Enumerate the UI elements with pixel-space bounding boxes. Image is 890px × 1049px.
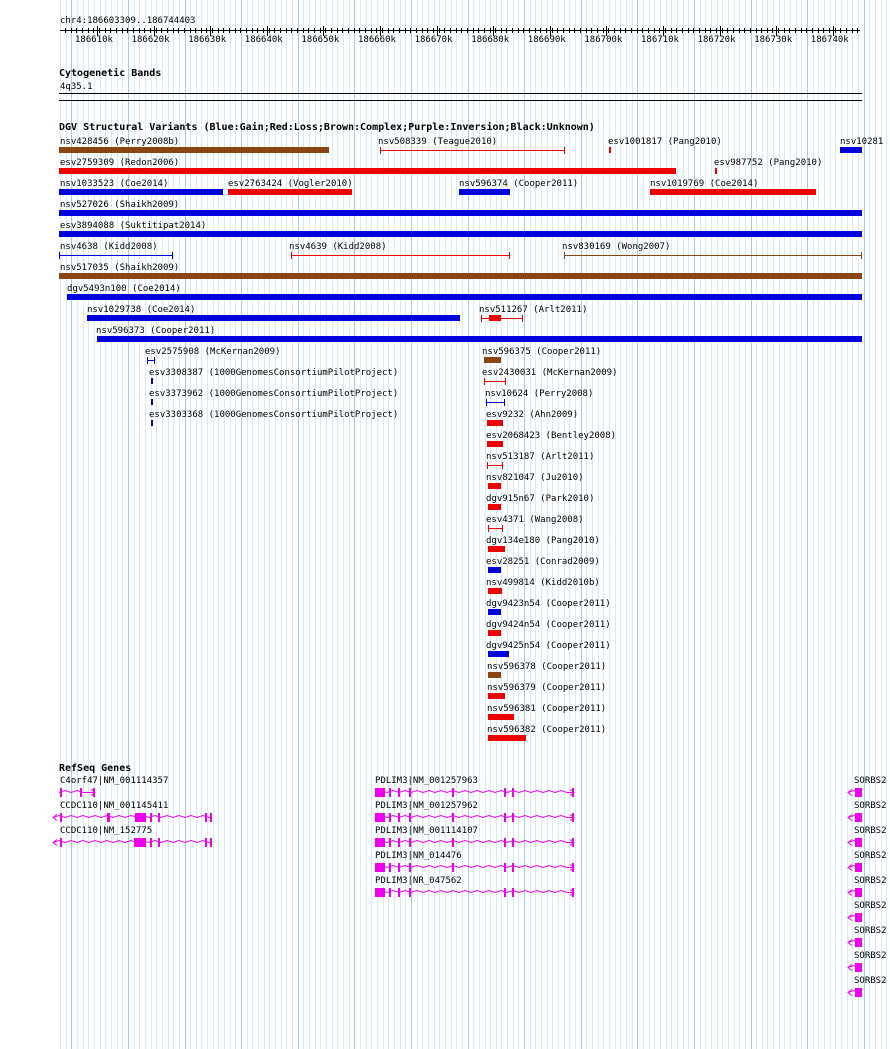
dgv-variant-range-end (484, 378, 485, 385)
dgv-track-title: DGV Structural Variants (Blue:Gain;Red:Loss;Brown:Complex;Purple:Inversion;Black:Unknown) (59, 122, 595, 133)
strand-arrow-icon (848, 940, 852, 946)
ruler-tick-label: 186620k (131, 35, 170, 45)
dgv-variant-range[interactable] (59, 255, 173, 256)
dgv-variant-range-end (564, 252, 565, 259)
dgv-variant-label[interactable]: nsv499814 (Kidd2010b) (486, 578, 600, 588)
dgv-variant-label[interactable]: nsv517035 (Shaikh2009) (60, 263, 180, 273)
dgv-variant-range[interactable] (487, 465, 503, 466)
strand-arrow-icon (848, 990, 852, 996)
refseq-exon (855, 888, 862, 897)
refseq-gene-label[interactable]: SORBS2 (854, 851, 887, 861)
strand-arrow-icon (848, 790, 852, 796)
dgv-variant-bar[interactable] (488, 651, 509, 657)
ruler-tick-label: 186720k (697, 35, 736, 45)
dgv-variant-bar[interactable] (650, 189, 816, 195)
refseq-gene-label[interactable]: SORBS2 (854, 976, 887, 986)
refseq-gene-label[interactable]: CCDC110|NM_152775 (60, 826, 153, 836)
dgv-variant-label[interactable]: esv2763424 (Vogler2010) (228, 179, 353, 189)
refseq-gene-label[interactable]: PDLIM3|NR_047562 (375, 876, 462, 886)
dgv-variant-tick[interactable] (151, 399, 153, 405)
ruler-tick-label: 186670k (414, 35, 453, 45)
dgv-variant-label[interactable]: esv3894088 (Suktitipat2014) (60, 221, 207, 231)
ruler-tick-label: 186680k (471, 35, 510, 45)
dgv-variant-label[interactable]: dgv9423n54 (Cooper2011) (486, 599, 611, 609)
dgv-variant-range[interactable] (380, 150, 565, 151)
dgv-variant-label[interactable]: nsv830169 (Wong2007) (562, 242, 671, 252)
refseq-gene-label[interactable]: PDLIM3|NM_001257963 (375, 776, 478, 786)
dgv-variant-range-end (172, 252, 173, 259)
dgv-variant-label[interactable]: nsv596378 (Cooper2011) (487, 662, 607, 672)
dgv-variant-range[interactable] (564, 255, 862, 256)
dgv-variant-label[interactable]: dgv5493n100 (Coe2014) (67, 284, 181, 294)
dgv-variant-range-end (59, 252, 60, 259)
strand-arrow-icon (848, 815, 852, 821)
refseq-gene-label[interactable]: CCDC110|NM_001145411 (60, 801, 169, 811)
dgv-variant-label[interactable]: esv3308387 (1000GenomesConsortiumPilotProject) (149, 368, 399, 378)
refseq-gene-label[interactable]: C4orf47|NM_001114357 (60, 776, 169, 786)
refseq-exon (855, 813, 862, 822)
dgv-variant-bar[interactable] (487, 420, 503, 426)
dgv-variant-label[interactable]: nsv1033523 (Coe2014) (60, 179, 169, 189)
ruler-tick-label: 186640k (244, 35, 283, 45)
dgv-variant-bar[interactable] (488, 714, 514, 720)
dgv-variant-label[interactable]: esv2430031 (McKernan2009) (482, 368, 618, 378)
dgv-variant-bar[interactable] (488, 693, 505, 699)
strand-arrow-icon (848, 915, 852, 921)
dgv-variant-label[interactable]: nsv513187 (Arlt2011) (486, 452, 595, 462)
dgv-variant-label[interactable]: nsv596381 (Cooper2011) (487, 704, 607, 714)
dgv-variant-label[interactable]: nsv596374 (Cooper2011) (459, 179, 579, 189)
ruler-tick-label: 186650k (301, 35, 340, 45)
dgv-variant-label[interactable]: esv28251 (Conrad2009) (486, 557, 600, 567)
dgv-variant-label[interactable]: nsv4639 (Kidd2008) (289, 242, 387, 252)
dgv-variant-range-end (380, 147, 381, 154)
dgv-variant-label[interactable]: nsv527026 (Shaikh2009) (60, 200, 180, 210)
dgv-variant-bar[interactable] (59, 147, 329, 153)
refseq-gene-model[interactable] (0, 987, 890, 999)
dgv-variant-range[interactable] (291, 255, 510, 256)
dgv-variant-label[interactable]: esv1001817 (Pang2010) (608, 137, 722, 147)
dgv-variant-label[interactable]: dgv9425n54 (Cooper2011) (486, 641, 611, 651)
refseq-exon (855, 788, 862, 797)
ruler-tick-label: 186700k (584, 35, 623, 45)
refseq-gene-label[interactable]: SORBS2 (854, 876, 887, 886)
dgv-variant-range-end (505, 378, 506, 385)
refseq-gene-model[interactable] (0, 962, 890, 974)
dgv-variant-bar[interactable] (488, 630, 501, 636)
ruler-tick-label: 186630k (188, 35, 227, 45)
dgv-variant-label[interactable]: esv2759309 (Redon2006) (60, 158, 180, 168)
dgv-variant-label[interactable]: esv987752 (Pang2010) (714, 158, 823, 168)
refseq-gene-label[interactable]: PDLIM3|NM_001257962 (375, 801, 478, 811)
dgv-variant-bar[interactable] (228, 189, 352, 195)
locus-label: chr4:186603309..186744403 (60, 16, 196, 26)
dgv-variant-bar[interactable] (484, 357, 501, 363)
dgv-variant-label[interactable]: nsv4638 (Kidd2008) (60, 242, 158, 252)
dgv-variant-range-end (564, 147, 565, 154)
dgv-variant-bar[interactable] (59, 273, 862, 279)
dgv-variant-range-end (509, 252, 510, 259)
refseq-gene-label[interactable]: SORBS2 (854, 926, 887, 936)
dgv-variant-label[interactable]: dgv9424n54 (Cooper2011) (486, 620, 611, 630)
strand-arrow-icon (848, 840, 852, 846)
dgv-variant-range-end (502, 462, 503, 469)
refseq-gene-label[interactable]: SORBS2 (854, 776, 887, 786)
ruler-tick-label: 186690k (527, 35, 566, 45)
dgv-variant-bar[interactable] (488, 504, 501, 510)
dgv-variant-range-end (504, 399, 505, 406)
cyto-track-title: Cytogenetic Bands (59, 68, 162, 79)
dgv-variant-bar[interactable] (840, 147, 862, 153)
ruler-tick-label: 186740k (810, 35, 849, 45)
dgv-variant-range[interactable] (484, 381, 506, 382)
refseq-gene-model[interactable] (0, 912, 890, 924)
dgv-variant-range-end (502, 525, 503, 532)
ruler-tick-label: 186710k (641, 35, 679, 45)
strand-arrow-icon (848, 965, 852, 971)
dgv-variant-range-end (291, 252, 292, 259)
refseq-exon (855, 863, 862, 872)
dgv-variant-range-end (487, 462, 488, 469)
dgv-variant-bar[interactable] (488, 672, 501, 678)
dgv-variant-label[interactable]: esv2575908 (McKernan2009) (145, 347, 281, 357)
dgv-variant-label[interactable]: esv3373962 (1000GenomesConsortiumPilotProject) (149, 389, 399, 399)
dgv-variant-bar[interactable] (97, 336, 862, 342)
refseq-gene-label[interactable]: PDLIM3|NM_014476 (375, 851, 462, 861)
refseq-exon (855, 988, 862, 997)
dgv-variant-bar[interactable] (488, 609, 501, 615)
dgv-variant-bar[interactable] (59, 210, 862, 216)
dgv-variant-label[interactable]: nsv10281 (840, 137, 884, 147)
dgv-variant-label[interactable]: nsv511267 (Arlt2011) (479, 305, 588, 315)
refseq-gene-model[interactable] (0, 812, 890, 824)
dgv-variant-tick[interactable] (151, 420, 153, 426)
dgv-variant-range-end (147, 357, 148, 364)
dgv-variant-label[interactable]: nsv428456 (Perry2008b) (60, 137, 180, 147)
refseq-exon (855, 838, 862, 847)
dgv-variant-tick[interactable] (715, 168, 717, 174)
dgv-variant-label[interactable]: nsv821047 (Ju2010) (486, 473, 584, 483)
dgv-variant-label[interactable]: nsv596373 (Cooper2011) (96, 326, 216, 336)
cyto-band-line-2 (59, 100, 862, 101)
dgv-variant-label[interactable]: nsv508339 (Teague2010) (378, 137, 498, 147)
dgv-variant-label[interactable]: nsv596375 (Cooper2011) (482, 347, 602, 357)
refseq-gene-label[interactable]: PDLIM3|NM_001114107 (375, 826, 478, 836)
dgv-variant-range-end (154, 357, 155, 364)
refseq-gene-model[interactable] (0, 887, 890, 899)
dgv-variant-range[interactable] (486, 402, 505, 403)
refseq-exon (855, 938, 862, 947)
dgv-variant-label[interactable]: dgv915n67 (Park2010) (486, 494, 595, 504)
dgv-variant-label[interactable]: nsv1019769 (Coe2014) (650, 179, 759, 189)
cyto-band-label: 4q35.1 (60, 82, 93, 92)
refseq-gene-model[interactable] (0, 937, 890, 949)
ruler-tick-label: 186660k (358, 35, 396, 45)
dgv-variant-label[interactable]: nsv1029738 (Coe2014) (87, 305, 196, 315)
dgv-variant-label[interactable]: nsv596379 (Cooper2011) (487, 683, 607, 693)
dgv-variant-bar[interactable] (488, 546, 505, 552)
dgv-variant-label[interactable]: nsv10624 (Perry2008) (485, 389, 594, 399)
refseq-gene-label[interactable]: SORBS2 (854, 801, 887, 811)
dgv-variant-bar[interactable] (488, 567, 501, 573)
refseq-exon (855, 963, 862, 972)
dgv-variant-range[interactable] (481, 318, 523, 319)
dgv-variant-label[interactable]: esv3303368 (1000GenomesConsortiumPilotProject) (149, 410, 399, 420)
refseq-gene-model[interactable] (0, 787, 890, 799)
dgv-variant-bar[interactable] (488, 735, 526, 741)
strand-arrow-icon (848, 865, 852, 871)
dgv-variant-bar[interactable] (67, 294, 862, 300)
dgv-variant-label[interactable]: nsv596382 (Cooper2011) (487, 725, 607, 735)
dgv-variant-range[interactable] (488, 528, 503, 529)
dgv-variant-tick[interactable] (151, 378, 153, 384)
dgv-variant-bar[interactable] (59, 189, 223, 195)
dgv-variant-bar[interactable] (59, 231, 862, 237)
strand-arrow-icon (848, 890, 852, 896)
dgv-variant-range-end (861, 252, 862, 259)
dgv-variant-label[interactable]: esv2068423 (Bentley2008) (486, 431, 617, 441)
cyto-band-line (59, 93, 862, 94)
dgv-variant-range-end (481, 315, 482, 322)
refseq-gene-label[interactable]: SORBS2 (854, 826, 887, 836)
refseq-gene-model[interactable] (0, 862, 890, 874)
refseq-exon (855, 913, 862, 922)
dgv-variant-bar[interactable] (59, 168, 676, 174)
refseq-gene-label[interactable]: SORBS2 (854, 951, 887, 961)
dgv-variant-bar[interactable] (487, 441, 503, 447)
refseq-track-title: RefSeq Genes (59, 763, 132, 774)
refseq-gene-model[interactable] (0, 837, 890, 849)
dgv-variant-range-end (522, 315, 523, 322)
refseq-gene-label[interactable]: SORBS2 (854, 901, 887, 911)
dgv-variant-bar[interactable] (87, 315, 460, 321)
dgv-variant-bar[interactable] (459, 189, 510, 195)
dgv-variant-label[interactable]: esv9232 (Ahn2009) (486, 410, 579, 420)
dgv-variant-range-end (486, 399, 487, 406)
ruler-tick-label: 186610k (75, 35, 113, 45)
dgv-variant-label[interactable]: esv4371 (Wang2008) (486, 515, 584, 525)
dgv-variant-tick[interactable] (609, 147, 611, 153)
ruler-tick-label: 186730k (754, 35, 793, 45)
dgv-variant-range-end (488, 525, 489, 532)
dgv-variant-core (489, 315, 501, 321)
dgv-variant-bar[interactable] (488, 483, 501, 489)
dgv-variant-bar[interactable] (488, 588, 502, 594)
dgv-variant-label[interactable]: dgv134e180 (Pang2010) (486, 536, 600, 546)
